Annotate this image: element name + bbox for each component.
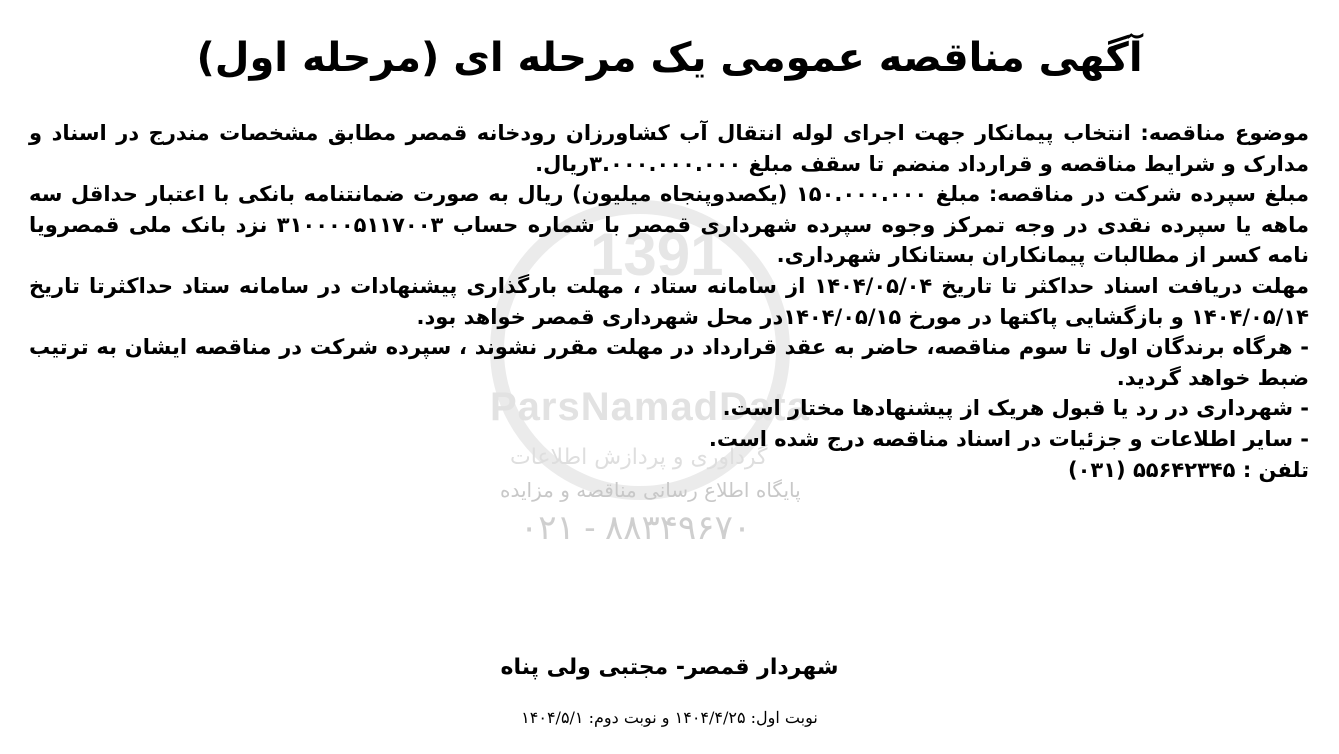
publish-dates: نوبت اول: ۱۴۰۴/۴/۲۵ و نوبت دوم: ۱۴۰۴/۵/۱ [521,708,818,727]
subject-paragraph [29,118,1309,179]
watermark-brand: ParsNamadData [490,385,810,429]
subject-label: موضوع مناقصه: [1140,121,1309,145]
signature: شهردار قمصر- مجتبی ولی پناه [500,655,839,680]
deposit-text: مبلغ ۱۵۰.۰۰۰.۰۰۰ (یکصدوپنجاه میلیون) ریال به صورت ضمانتنامه بانکی با اعتبار حداقل سه ماهه یا سپرده نقدی در وجه تمرکز وجوه سپرده شهرداری قمصر با شماره حساب ۳۱۰۰۰۰۵۱۱۷۰۰۳ نزد بانک ملی قمصرویا نامه کسر از مطالبات پیمانکاران بستانکار شهرداری. [29,182,1310,268]
subject-text: انتخاب پیمانکار جهت اجرای لوله انتقال آب کشاورزان رودخانه قمصر مطابق مشخصات مندرج در اسناد و مدارک و شرایط مناقصه و قرارداد منضم تا سقف مبلغ ۳.۰۰۰.۰۰۰.۰۰۰ریال. [29,121,1309,176]
notice-body [29,118,1309,485]
watermark-subtitle: پایگاه اطلاع رسانی مناقصه و مزایده [500,478,801,502]
watermark-tagline: گردآوری و پردازش اطلاعات [510,445,768,470]
deadline-paragraph: مهلت دریافت اسناد حداکثر تا تاریخ ۱۴۰۴/۰۵/۰۴ از سامانه ستاد ، مهلت بارگذاری پیشنهادات در سامانه ستاد حداکثرتا تاریخ ۱۴۰۴/۰۵/۱۴ و بازگشایی پاکتها در مورخ ۱۴۰۴/۰۵/۱۵در محل شهرداری قمصر خواهد بود. [29,273,1309,329]
deposit-paragraph [29,179,1309,271]
phone-value: ۵۵۶۴۲۳۴۵ (۰۳۱) [1067,457,1243,482]
notice-title: آگهی مناقصه عمومی یک مرحله ای (مرحله اول) [196,35,1143,81]
watermark-phone: ۰۲۱ - ۸۸۳۴۹۶۷۰ [520,509,752,547]
bullet-winners: - هرگاه برندگان اول تا سوم مناقصه، حاضر به عقد قرارداد در مهلت مقرر نشوند ، سپرده شرکت در مناقصه ایشان به ترتیب ضبط خواهد گردید. [29,335,1309,390]
watermark-year: 1391 [590,221,724,288]
bullet-details: - سایر اطلاعات و جزئیات در اسناد مناقصه درج شده است. [708,426,1309,451]
phone-line [29,455,1309,486]
phone-label: تلفن : [1242,457,1309,482]
deposit-label: مبلغ سپرده شرکت در مناقصه: [988,182,1309,207]
bullet-rights: - شهرداری در رد یا قبول هریک از پیشنهادها مختار است. [722,396,1309,421]
